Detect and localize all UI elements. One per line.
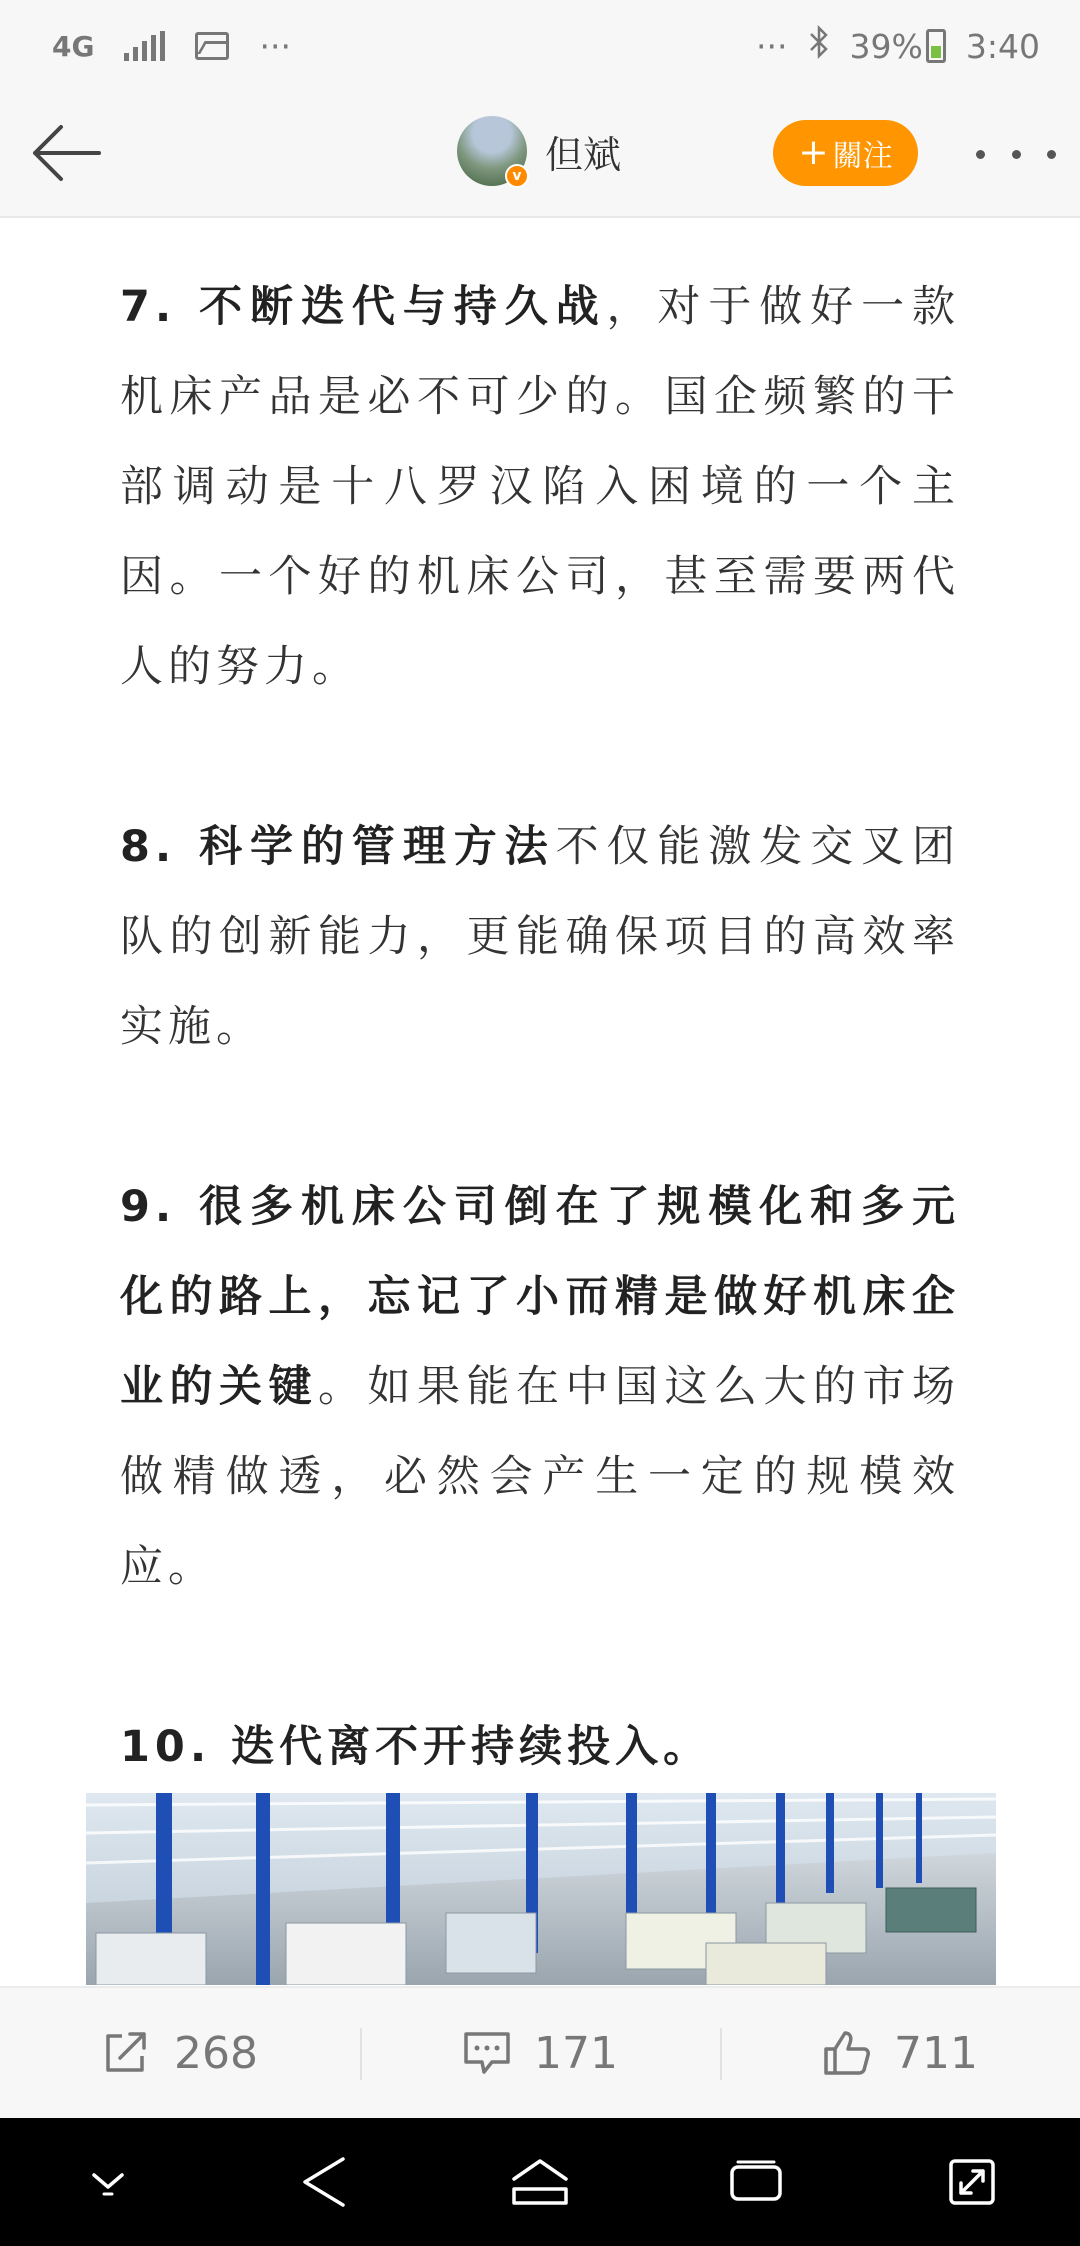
back-button[interactable] [28, 118, 104, 188]
paragraph-7 [120, 262, 960, 712]
plus-icon: + [798, 132, 829, 173]
more-dot-icon [1012, 150, 1021, 159]
action-bar [0, 1986, 1080, 2118]
paragraph-9-heading: 9. 很多机床公司倒在了规模化和多元化的路上，忘记了小而精是做好机床企业的关键 [120, 1182, 960, 1412]
paragraph-10-heading: 10. 迭代离不开持续投入。 [120, 1722, 712, 1772]
more-notifications: ··· [259, 26, 291, 66]
follow-button[interactable] [773, 120, 918, 186]
paragraph-9-text: 。如果能在中国这么大的市场做精做透，必然会产生一定的规模效应。 [120, 1362, 960, 1592]
more-options-button[interactable] [976, 136, 1056, 172]
paragraph-9 [120, 1162, 960, 1612]
top-header [0, 90, 1080, 218]
verified-badge-icon: v [505, 164, 529, 188]
comment-count: 171 [534, 2027, 618, 2079]
nav-home-button[interactable] [500, 2142, 580, 2222]
image-notification-icon [195, 32, 229, 60]
paragraph-10 [120, 1702, 960, 1792]
share-icon [102, 2030, 152, 2076]
paragraph-8 [120, 802, 960, 1072]
comment-button[interactable] [360, 1988, 720, 2118]
bluetooth-icon [808, 25, 830, 67]
article-image[interactable] [86, 1793, 996, 1985]
paragraph-8-text: 不仅能激发交叉团队的创新能力，更能确保项目的高效率实施。 [120, 822, 961, 1052]
author-name[interactable]: 但斌 [545, 132, 622, 177]
follow-label: 關注 [832, 139, 893, 174]
paragraph-7-text: ，对于做好一款机床产品是必不可少的。国企频繁的干部调动是十八罗汉陷入困境的一个主因。一个好的机床公司，甚至需要两代人的努力。 [120, 282, 960, 692]
expand-icon [947, 2157, 997, 2207]
clock: 3:40 [965, 26, 1040, 66]
like-count: 711 [894, 2027, 978, 2079]
more-dot-icon [1047, 150, 1056, 159]
like-button[interactable] [720, 1988, 1080, 2118]
paragraph-8-heading: 8. 科学的管理方法 [120, 822, 556, 872]
nav-recents-button[interactable] [716, 2142, 796, 2222]
hide-keyboard-button[interactable] [68, 2142, 148, 2222]
chevron-down-icon [86, 2167, 130, 2197]
nav-back-button[interactable] [284, 2142, 364, 2222]
repost-count: 268 [174, 2027, 258, 2079]
arrow-left-icon [29, 123, 103, 183]
battery-percent: 39% [849, 26, 923, 66]
avatar[interactable] [457, 116, 527, 186]
status-bar [0, 0, 1080, 90]
battery-icon [926, 29, 946, 63]
author-profile[interactable] [457, 116, 621, 186]
network-type: 4G [52, 29, 95, 63]
triangle-back-icon [299, 2155, 349, 2209]
signal-icon [124, 31, 165, 61]
status-more: ··· [756, 26, 788, 66]
paragraph-7-heading: 7. 不断迭代与持久战 [120, 282, 607, 332]
home-icon [510, 2157, 570, 2207]
article-body [120, 262, 960, 1882]
repost-button[interactable] [0, 1988, 360, 2118]
more-dot-icon [976, 150, 985, 159]
comment-icon [462, 2030, 512, 2076]
thumbs-up-icon [822, 2029, 872, 2077]
recent-apps-icon [728, 2159, 784, 2205]
nav-expand-button[interactable] [932, 2142, 1012, 2222]
system-nav-bar [0, 2118, 1080, 2246]
